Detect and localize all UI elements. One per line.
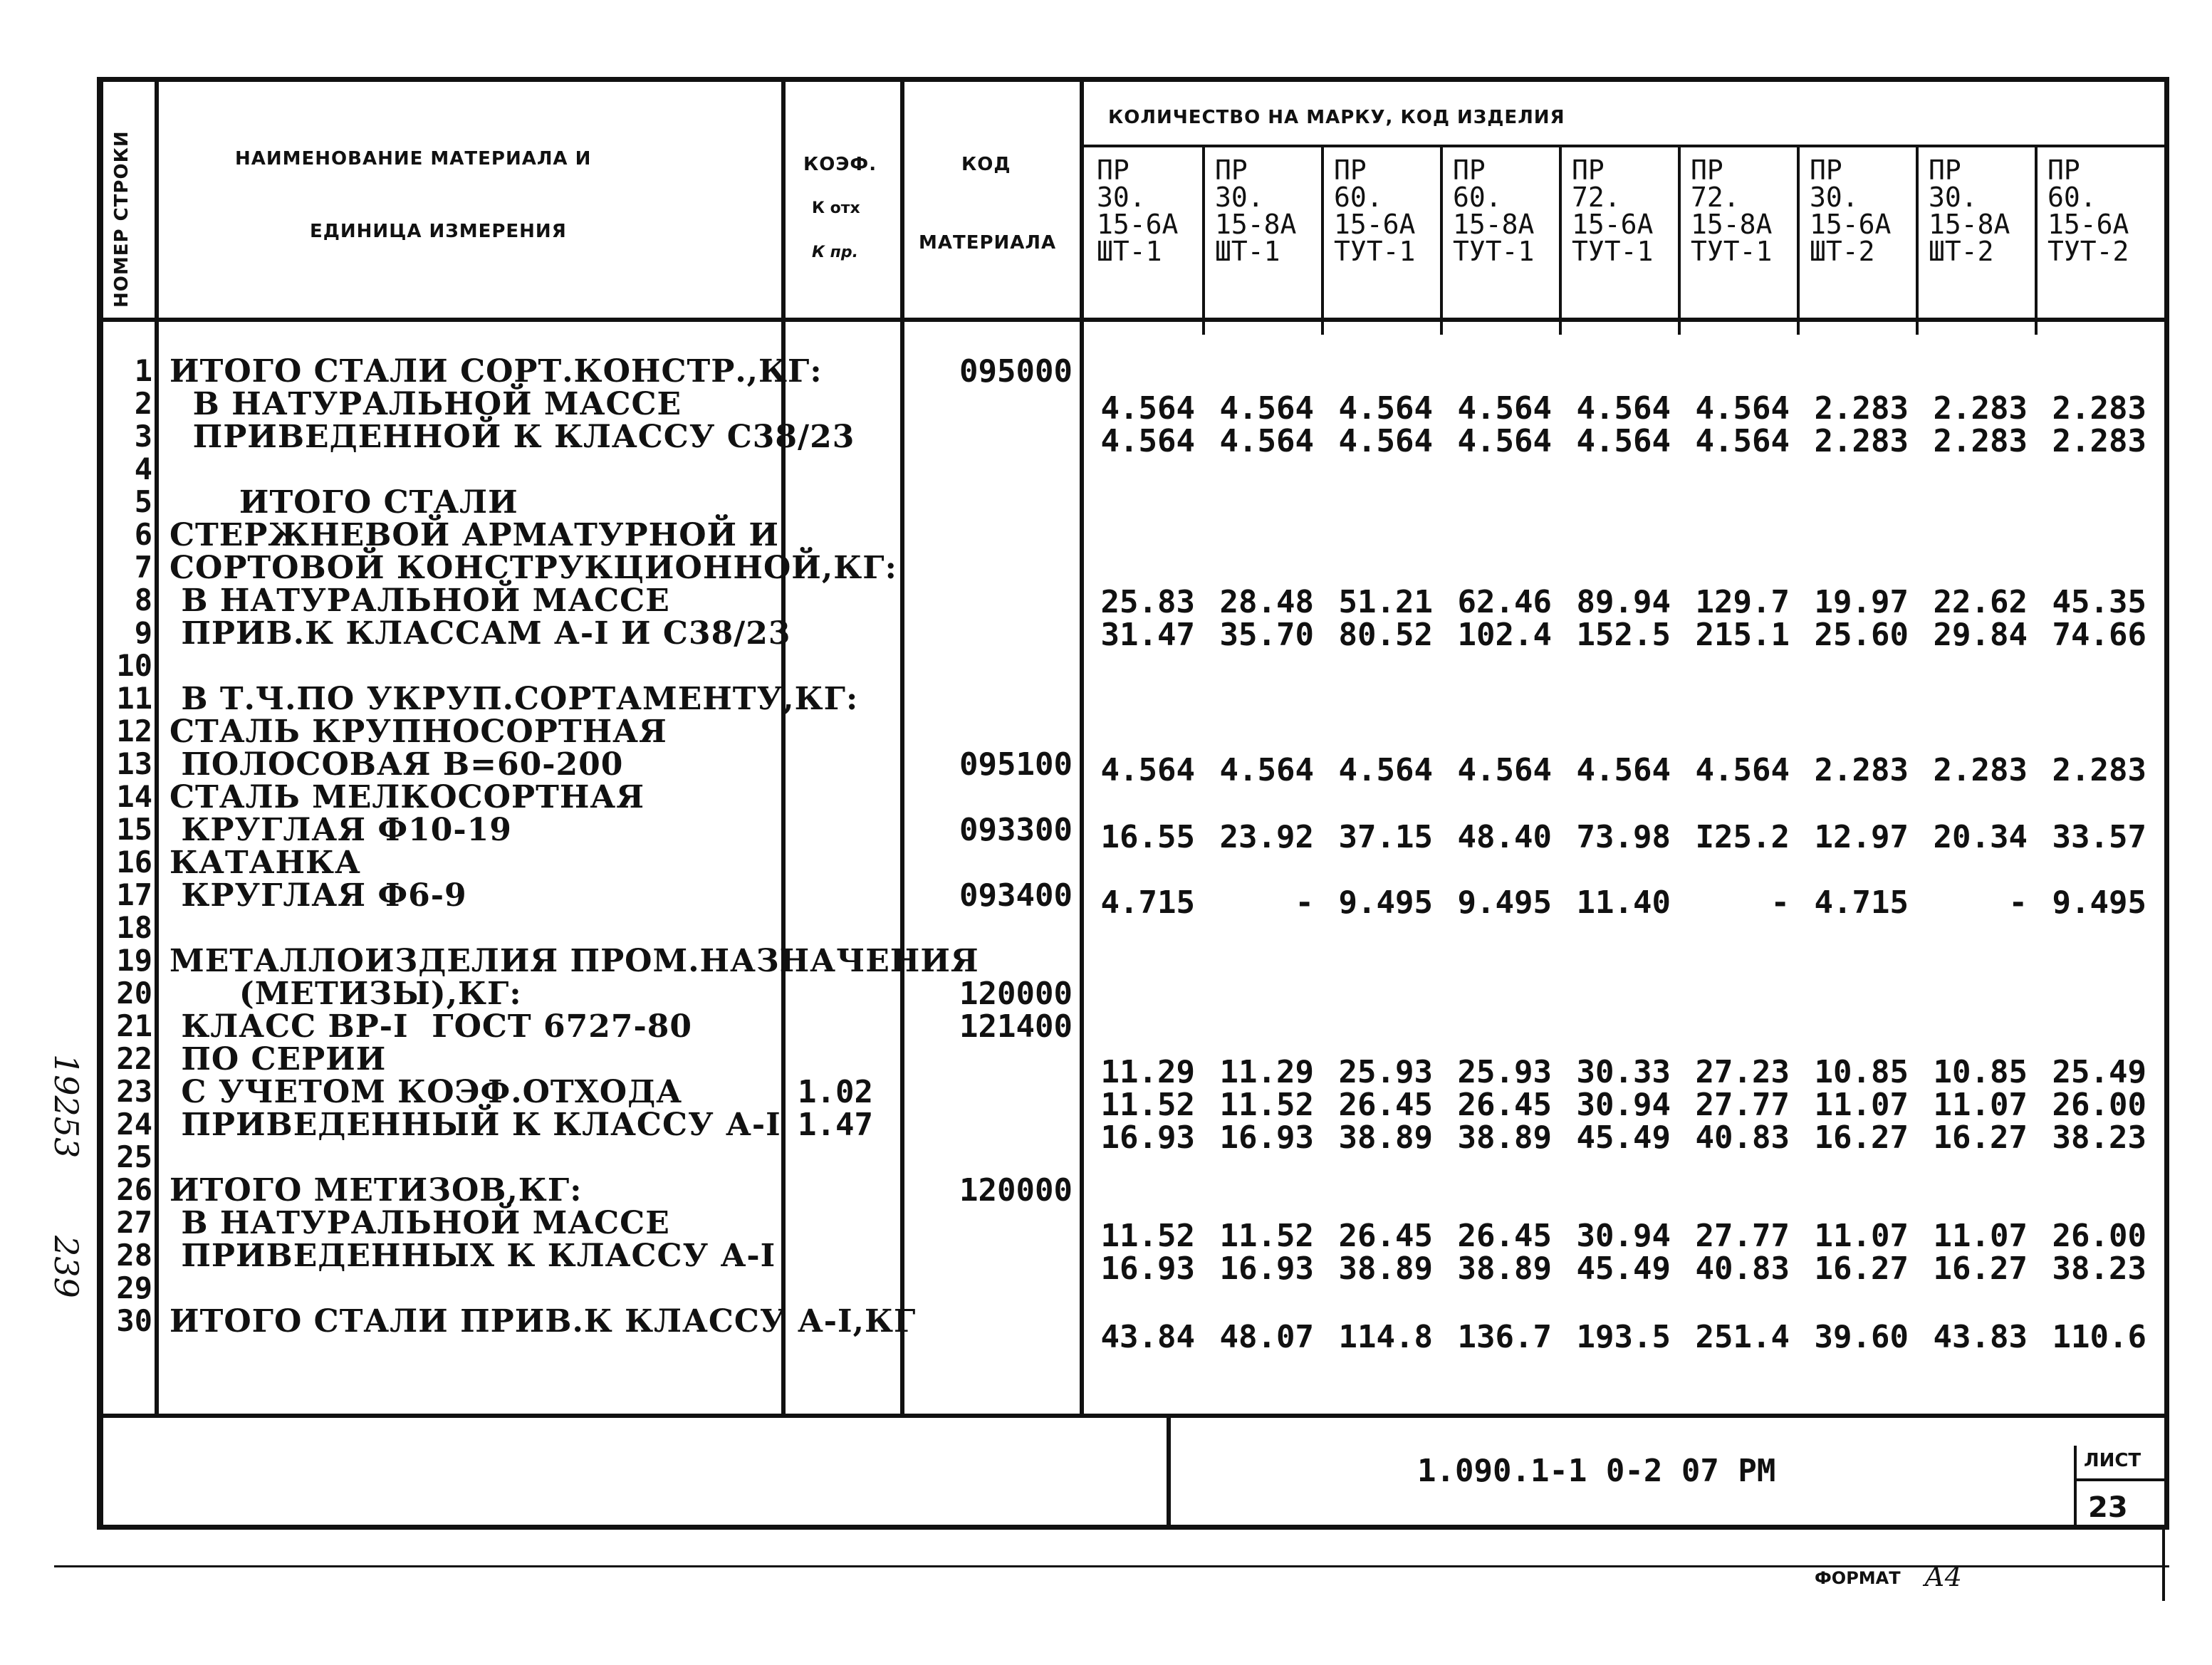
quantity-cell: 30.33 xyxy=(1576,1054,1671,1090)
quantity-cell: 10.85 xyxy=(1933,1054,2028,1090)
material-unit-header: ЕДИНИЦА ИЗМЕРЕНИЯ xyxy=(310,221,567,242)
quantity-cell: 51.21 xyxy=(1338,584,1433,620)
row-number: 16 xyxy=(116,845,152,880)
quantity-cell: 38.89 xyxy=(1457,1119,1552,1156)
quantity-cell: 19.97 xyxy=(1814,584,1909,620)
quantity-cell: 31.47 xyxy=(1100,617,1195,653)
quantity-cell: 16.55 xyxy=(1100,819,1195,855)
row-number-header: НОМЕР СТРОКИ xyxy=(111,130,132,308)
quantity-cell: 4.564 xyxy=(1219,423,1314,459)
quantity-cell: 2.283 xyxy=(2052,752,2146,788)
quantity-cell: 11.07 xyxy=(1933,1218,2028,1254)
quantity-cell: 251.4 xyxy=(1695,1319,1790,1355)
row-text: СТАЛЬ КРУПНОСОРТНАЯ xyxy=(169,714,667,750)
quantity-cell: 11.52 xyxy=(1100,1218,1195,1254)
quantity-cell: 48.40 xyxy=(1457,819,1552,855)
quantity-cell: 4.715 xyxy=(1100,884,1195,921)
quantity-cell: 4.564 xyxy=(1338,423,1433,459)
quantity-cell: 4.564 xyxy=(1219,390,1314,427)
coef-reduce-header: К пр. xyxy=(812,244,858,261)
row-number: 2 xyxy=(134,386,152,421)
quantity-cell: 27.77 xyxy=(1695,1087,1790,1123)
quantity-cell: 4.564 xyxy=(1576,390,1671,427)
quantity-cell: 25.93 xyxy=(1457,1054,1552,1090)
quantity-cell: 4.564 xyxy=(1457,423,1552,459)
row-text: (МЕТИЗЫ),КГ: xyxy=(169,976,522,1012)
row-text: СТЕРЖНЕВОЙ АРМАТУРНОЙ И xyxy=(169,517,779,553)
row-number: 8 xyxy=(134,583,152,617)
row-number: 30 xyxy=(116,1303,152,1338)
coef-waste-header: К отх xyxy=(812,199,860,217)
side-note-number: 19253 xyxy=(47,1054,85,1159)
row-text: ПРИВЕДЕННЫЙ К КЛАССУ А-I xyxy=(169,1107,781,1143)
brand-header: ПР 60. 15-8А ТУТ-1 xyxy=(1453,155,1535,267)
quantity-cell: 193.5 xyxy=(1576,1319,1671,1355)
coef-header: КОЭФ. xyxy=(803,154,877,175)
material-code: 095000 xyxy=(959,353,1073,390)
quantity-header: КОЛИЧЕСТВО НА МАРКУ, КОД ИЗДЕЛИЯ xyxy=(1108,107,1565,128)
quantity-cell: 16.93 xyxy=(1219,1251,1314,1287)
quantity-cell: 48.07 xyxy=(1219,1319,1314,1355)
quantity-cell: 4.564 xyxy=(1695,390,1790,427)
row-number: 28 xyxy=(116,1238,152,1273)
quantity-cell: - xyxy=(2008,884,2028,921)
quantity-cell: 4.564 xyxy=(1100,752,1195,788)
divider xyxy=(1167,1416,1171,1530)
quantity-cell: 16.27 xyxy=(1933,1119,2028,1156)
quantity-cell: 2.283 xyxy=(1814,423,1909,459)
quantity-cell: 27.23 xyxy=(1695,1054,1790,1090)
row-number: 9 xyxy=(134,615,152,650)
quantity-cell: 11.52 xyxy=(1100,1087,1195,1123)
row-number: 3 xyxy=(134,419,152,454)
row-number: 15 xyxy=(116,812,152,847)
quantity-cell: 4.564 xyxy=(1457,752,1552,788)
quantity-cell: 43.83 xyxy=(1933,1319,2028,1355)
quantity-cell: 25.49 xyxy=(2052,1054,2146,1090)
quantity-cell: 9.495 xyxy=(2052,884,2146,921)
row-text: СТАЛЬ МЕЛКОСОРТНАЯ xyxy=(169,779,645,815)
row-text: С УЧЕТОМ КОЭФ.ОТХОДА xyxy=(169,1074,683,1110)
quantity-cell: 28.48 xyxy=(1219,584,1314,620)
row-number: 12 xyxy=(116,714,152,748)
quantity-cell: 30.94 xyxy=(1576,1218,1671,1254)
row-text: ИТОГО МЕТИЗОВ,КГ: xyxy=(169,1172,583,1209)
quantity-cell: 4.564 xyxy=(1100,390,1195,427)
quantity-cell: 26.45 xyxy=(1457,1087,1552,1123)
quantity-cell: 9.495 xyxy=(1338,884,1433,921)
row-number: 13 xyxy=(116,746,152,781)
divider xyxy=(2074,1446,2077,1530)
quantity-cell: 11.52 xyxy=(1219,1087,1314,1123)
quantity-cell: 38.89 xyxy=(1338,1251,1433,1287)
divider xyxy=(1678,146,1681,335)
quantity-cell: - xyxy=(1770,884,1790,921)
row-number: 26 xyxy=(116,1172,152,1207)
quantity-cell: 2.283 xyxy=(2052,390,2146,427)
quantity-cell: 26.00 xyxy=(2052,1087,2146,1123)
divider xyxy=(1202,146,1205,335)
quantity-cell: 11.07 xyxy=(1814,1087,1909,1123)
quantity-cell: 129.7 xyxy=(1695,584,1790,620)
quantity-cell: 11.07 xyxy=(1814,1218,1909,1254)
material-code: 093400 xyxy=(959,877,1073,914)
quantity-cell: 11.07 xyxy=(1933,1087,2028,1123)
row-number: 7 xyxy=(134,550,152,585)
row-number: 23 xyxy=(116,1074,152,1109)
quantity-cell: 25.83 xyxy=(1100,584,1195,620)
row-text: В НАТУРАЛЬНОЙ МАССЕ xyxy=(169,386,682,422)
divider xyxy=(155,78,159,1417)
divider xyxy=(1559,146,1562,335)
quantity-cell: 29.84 xyxy=(1933,617,2028,653)
row-number: 29 xyxy=(116,1270,152,1305)
quantity-cell: 37.15 xyxy=(1338,819,1433,855)
quantity-cell: 45.49 xyxy=(1576,1119,1671,1156)
quantity-cell: 38.89 xyxy=(1338,1119,1433,1156)
quantity-cell: 2.283 xyxy=(1933,423,2028,459)
row-text: КЛАСС ВР-I ГОСТ 6727-80 xyxy=(169,1008,692,1045)
quantity-cell: 35.70 xyxy=(1219,617,1314,653)
quantity-cell: 11.29 xyxy=(1100,1054,1195,1090)
row-text: ПРИВЕДЕННОЙ К КЛАССУ С38/23 xyxy=(169,419,855,455)
quantity-cell: 4.715 xyxy=(1814,884,1909,921)
divider xyxy=(1916,146,1919,335)
row-number: 27 xyxy=(116,1205,152,1240)
row-number: 17 xyxy=(116,877,152,912)
row-text: В НАТУРАЛЬНОЙ МАССЕ xyxy=(169,1205,670,1241)
row-number: 24 xyxy=(116,1107,152,1142)
brand-header: ПР 72. 15-6А ТУТ-1 xyxy=(1572,155,1654,267)
quantity-cell: 25.60 xyxy=(1814,617,1909,653)
row-number: 20 xyxy=(116,976,152,1011)
brand-header: ПР 60. 15-6А ТУТ-2 xyxy=(2047,155,2129,267)
format-value: А4 xyxy=(1924,1561,1962,1592)
divider xyxy=(98,318,2166,322)
row-number: 18 xyxy=(116,910,152,945)
quantity-cell: 26.45 xyxy=(1457,1218,1552,1254)
quantity-cell: 11.40 xyxy=(1576,884,1671,921)
quantity-cell: 43.84 xyxy=(1100,1319,1195,1355)
quantity-cell: 20.34 xyxy=(1933,819,2028,855)
quantity-cell: 4.564 xyxy=(1695,752,1790,788)
material-code: 095100 xyxy=(959,746,1073,783)
divider xyxy=(2162,1530,2165,1601)
quantity-cell: 25.93 xyxy=(1338,1054,1433,1090)
side-note-page: 239 xyxy=(47,1236,85,1298)
row-text: В Т.Ч.ПО УКРУП.СОРТАМЕНТУ,КГ: xyxy=(169,681,859,717)
row-number: 21 xyxy=(116,1008,152,1043)
row-text: ПРИВ.К КЛАССАМ А-I И С38/23 xyxy=(169,615,791,652)
quantity-cell: 30.94 xyxy=(1576,1087,1671,1123)
code-header: КОД xyxy=(961,154,1011,175)
quantity-cell: 16.27 xyxy=(1814,1119,1909,1156)
quantity-cell: I25.2 xyxy=(1695,819,1790,855)
quantity-cell: 2.283 xyxy=(1814,390,1909,427)
quantity-cell: 16.93 xyxy=(1100,1119,1195,1156)
quantity-cell: 80.52 xyxy=(1338,617,1433,653)
material-code: 121400 xyxy=(959,1008,1073,1045)
row-text: ПРИВЕДЕННЫХ К КЛАССУ А-I xyxy=(169,1238,776,1274)
quantity-cell: 110.6 xyxy=(2052,1319,2146,1355)
coefficient: 1.47 xyxy=(798,1107,873,1143)
quantity-cell: 38.23 xyxy=(2052,1251,2146,1287)
quantity-cell: 26.45 xyxy=(1338,1218,1433,1254)
quantity-cell: 45.49 xyxy=(1576,1251,1671,1287)
row-number: 22 xyxy=(116,1041,152,1076)
quantity-cell: 215.1 xyxy=(1695,617,1790,653)
quantity-cell: 4.564 xyxy=(1100,423,1195,459)
row-text: МЕТАЛЛОИЗДЕЛИЯ ПРОМ.НАЗНАЧЕНИЯ xyxy=(169,943,979,979)
quantity-cell: 26.45 xyxy=(1338,1087,1433,1123)
quantity-cell: 16.27 xyxy=(1933,1251,2028,1287)
divider xyxy=(1797,146,1800,335)
row-text: В НАТУРАЛЬНОЙ МАССЕ xyxy=(169,583,670,619)
row-text: ИТОГО СТАЛИ ПРИВ.К КЛАССУ А-I,КГ xyxy=(169,1303,917,1340)
brand-header: ПР 72. 15-8А ТУТ-1 xyxy=(1691,155,1773,267)
sheet-label: ЛИСТ xyxy=(2084,1450,2141,1471)
quantity-cell: 45.35 xyxy=(2052,584,2146,620)
row-text: КРУГЛАЯ Ф6-9 xyxy=(169,877,467,914)
divider xyxy=(1440,146,1443,335)
row-text: КАТАНКА xyxy=(169,845,361,881)
quantity-cell: 16.27 xyxy=(1814,1251,1909,1287)
quantity-cell: 4.564 xyxy=(1338,390,1433,427)
quantity-cell: 11.52 xyxy=(1219,1218,1314,1254)
row-number: 25 xyxy=(116,1139,152,1174)
quantity-cell: 62.46 xyxy=(1457,584,1552,620)
quantity-cell: 26.00 xyxy=(2052,1218,2146,1254)
quantity-cell: 73.98 xyxy=(1576,819,1671,855)
quantity-cell: 74.66 xyxy=(2052,617,2146,653)
quantity-cell: 4.564 xyxy=(1576,423,1671,459)
quantity-cell: 2.283 xyxy=(1933,752,2028,788)
row-number: 19 xyxy=(116,943,152,978)
quantity-cell: 2.283 xyxy=(1933,390,2028,427)
quantity-cell: 4.564 xyxy=(1576,752,1671,788)
quantity-cell: 136.7 xyxy=(1457,1319,1552,1355)
quantity-cell: 11.29 xyxy=(1219,1054,1314,1090)
quantity-cell: 40.83 xyxy=(1695,1119,1790,1156)
material-name-header: НАИМЕНОВАНИЕ МАТЕРИАЛА И xyxy=(235,148,592,169)
row-number: 4 xyxy=(134,452,152,486)
divider xyxy=(1080,145,2166,147)
quantity-cell: 38.23 xyxy=(2052,1119,2146,1156)
material-code: 120000 xyxy=(959,976,1073,1012)
divider xyxy=(2035,146,2038,335)
divider xyxy=(54,1565,2169,1567)
quantity-cell: 10.85 xyxy=(1814,1054,1909,1090)
quantity-cell: 4.564 xyxy=(1338,752,1433,788)
row-number: 1 xyxy=(134,353,152,388)
row-number: 14 xyxy=(116,779,152,814)
format-label: ФОРМАТ xyxy=(1815,1568,1901,1588)
divider xyxy=(1321,146,1324,335)
coefficient: 1.02 xyxy=(798,1074,873,1110)
quantity-cell: 4.564 xyxy=(1219,752,1314,788)
quantity-cell: 4.564 xyxy=(1457,390,1552,427)
material-code: 120000 xyxy=(959,1172,1073,1209)
quantity-cell: 152.5 xyxy=(1576,617,1671,653)
quantity-cell: 2.283 xyxy=(2052,423,2146,459)
quantity-cell: 40.83 xyxy=(1695,1251,1790,1287)
row-text: ИТОГО СТАЛИ СОРТ.КОНСТР.,КГ: xyxy=(169,353,823,390)
divider xyxy=(781,78,786,1417)
row-text: ИТОГО СТАЛИ xyxy=(169,484,518,521)
quantity-cell: 23.92 xyxy=(1219,819,1314,855)
quantity-cell: 38.89 xyxy=(1457,1251,1552,1287)
row-number: 11 xyxy=(116,681,152,716)
brand-header: ПР 60. 15-6А ТУТ-1 xyxy=(1334,155,1416,267)
sheet-number: 23 xyxy=(2088,1491,2128,1524)
quantity-cell: 39.60 xyxy=(1814,1319,1909,1355)
quantity-cell: 16.93 xyxy=(1100,1251,1195,1287)
row-text: ПОЛОСОВАЯ В=60-200 xyxy=(169,746,624,783)
quantity-cell: 89.94 xyxy=(1576,584,1671,620)
divider xyxy=(2074,1478,2166,1481)
quantity-cell: 33.57 xyxy=(2052,819,2146,855)
quantity-cell: 102.4 xyxy=(1457,617,1552,653)
quantity-cell: 4.564 xyxy=(1695,423,1790,459)
document-code: 1.090.1-1 0-2 07 РМ xyxy=(1417,1453,1776,1489)
quantity-cell: 2.283 xyxy=(1814,752,1909,788)
divider xyxy=(98,1414,2166,1418)
divider xyxy=(1080,78,1084,1417)
code-material-header: МАТЕРИАЛА xyxy=(919,232,1057,254)
material-code: 093300 xyxy=(959,812,1073,848)
quantity-cell: 16.93 xyxy=(1219,1119,1314,1156)
quantity-cell: 22.62 xyxy=(1933,584,2028,620)
brand-header: ПР 30. 15-6А ШТ-2 xyxy=(1810,155,1892,267)
brand-header: ПР 30. 15-8А ШТ-1 xyxy=(1215,155,1297,267)
quantity-cell: 12.97 xyxy=(1814,819,1909,855)
row-text: СОРТОВОЙ КОНСТРУКЦИОННОЙ,КГ: xyxy=(169,550,897,586)
quantity-cell: - xyxy=(1295,884,1314,921)
brand-header: ПР 30. 15-6А ШТ-1 xyxy=(1097,155,1179,267)
row-number: 6 xyxy=(134,517,152,552)
brand-header: ПР 30. 15-8А ШТ-2 xyxy=(1929,155,2010,267)
quantity-cell: 9.495 xyxy=(1457,884,1552,921)
row-text: ПО СЕРИИ xyxy=(169,1041,387,1077)
row-text: КРУГЛАЯ Ф10-19 xyxy=(169,812,512,848)
quantity-cell: 114.8 xyxy=(1338,1319,1433,1355)
quantity-cell: 27.77 xyxy=(1695,1218,1790,1254)
row-number: 5 xyxy=(134,484,152,519)
row-number: 10 xyxy=(116,648,152,683)
